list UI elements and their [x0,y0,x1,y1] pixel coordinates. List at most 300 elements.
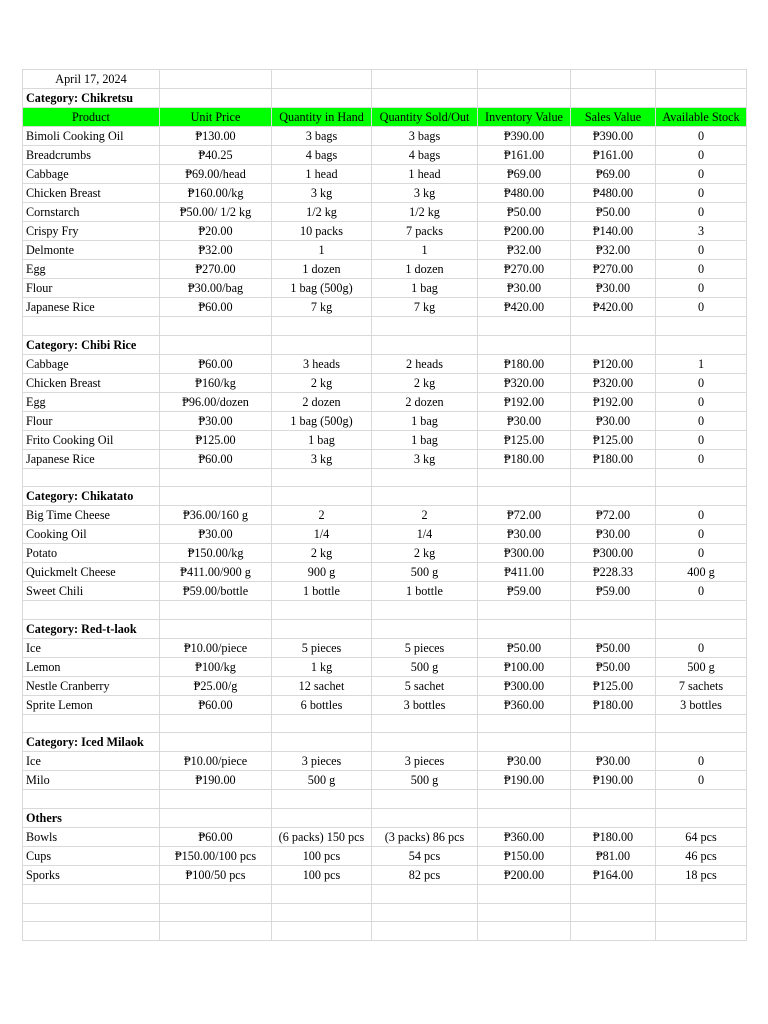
empty-cell[interactable] [656,468,747,487]
value-cell[interactable]: ₱30.00 [571,525,656,544]
value-cell[interactable]: ₱161.00 [478,146,571,165]
value-cell[interactable]: ₱161.00 [571,146,656,165]
value-cell[interactable]: 3 kg [272,184,372,203]
value-cell[interactable]: 500 g [372,657,478,676]
product-name-cell[interactable]: Sprite Lemon [23,695,160,714]
empty-cell[interactable] [372,884,478,903]
empty-cell[interactable] [160,903,272,922]
value-cell[interactable]: ₱30.00 [571,411,656,430]
value-cell[interactable]: 3 kg [372,184,478,203]
empty-cell[interactable] [656,335,747,354]
value-cell[interactable]: ₱270.00 [160,260,272,279]
value-cell[interactable]: 3 kg [272,449,372,468]
product-name-cell[interactable]: Ice [23,638,160,657]
empty-cell[interactable] [272,922,372,941]
value-cell[interactable]: ₱150.00/kg [160,544,272,563]
value-cell[interactable]: 46 pcs [656,846,747,865]
value-cell[interactable]: 0 [656,430,747,449]
value-cell[interactable]: ₱190.00 [160,771,272,790]
value-cell[interactable]: ₱100/kg [160,657,272,676]
value-cell[interactable]: ₱164.00 [571,865,656,884]
value-cell[interactable]: 2 kg [372,373,478,392]
empty-cell[interactable] [478,733,571,752]
empty-cell[interactable] [478,922,571,941]
value-cell[interactable]: ₱20.00 [160,222,272,241]
column-header[interactable]: Product [23,108,160,127]
value-cell[interactable]: ₱411.00/900 g [160,563,272,582]
value-cell[interactable]: 0 [656,506,747,525]
value-cell[interactable]: (3 packs) 86 pcs [372,827,478,846]
empty-cell[interactable] [23,601,160,620]
empty-cell[interactable] [272,335,372,354]
empty-cell[interactable] [272,317,372,336]
value-cell[interactable]: ₱100/50 pcs [160,865,272,884]
product-name-cell[interactable]: Sweet Chili [23,582,160,601]
empty-cell[interactable] [478,89,571,108]
value-cell[interactable]: ₱300.00 [571,544,656,563]
product-name-cell[interactable]: Breadcrumbs [23,146,160,165]
value-cell[interactable]: 0 [656,298,747,317]
value-cell[interactable]: ₱10.00/piece [160,752,272,771]
empty-cell[interactable] [160,922,272,941]
product-name-cell[interactable]: Bimoli Cooking Oil [23,127,160,146]
empty-cell[interactable] [372,468,478,487]
value-cell[interactable]: 1/2 kg [272,203,372,222]
value-cell[interactable]: ₱69.00 [571,165,656,184]
value-cell[interactable]: 3 [656,222,747,241]
empty-cell[interactable] [372,487,478,506]
value-cell[interactable]: 2 dozen [272,392,372,411]
product-name-cell[interactable]: Flour [23,411,160,430]
value-cell[interactable]: ₱192.00 [571,392,656,411]
value-cell[interactable]: ₱125.00 [478,430,571,449]
value-cell[interactable]: 3 kg [372,449,478,468]
value-cell[interactable]: ₱320.00 [571,373,656,392]
product-name-cell[interactable]: Cabbage [23,165,160,184]
empty-cell[interactable] [372,335,478,354]
empty-cell[interactable] [656,733,747,752]
empty-cell[interactable] [571,714,656,733]
empty-cell[interactable] [272,903,372,922]
value-cell[interactable]: ₱30.00 [160,411,272,430]
value-cell[interactable]: ₱390.00 [478,127,571,146]
value-cell[interactable]: ₱96.00/dozen [160,392,272,411]
value-cell[interactable]: 0 [656,165,747,184]
empty-cell[interactable] [656,790,747,809]
empty-cell[interactable] [372,70,478,89]
empty-cell[interactable] [656,884,747,903]
empty-cell[interactable] [272,808,372,827]
product-name-cell[interactable]: Lemon [23,657,160,676]
product-name-cell[interactable]: Quickmelt Cheese [23,563,160,582]
empty-cell[interactable] [571,70,656,89]
value-cell[interactable]: ₱50.00 [478,638,571,657]
value-cell[interactable]: 1 [372,241,478,260]
value-cell[interactable]: 0 [656,392,747,411]
empty-cell[interactable] [272,89,372,108]
product-name-cell[interactable]: Japanese Rice [23,449,160,468]
empty-cell[interactable] [372,903,478,922]
value-cell[interactable]: 0 [656,184,747,203]
value-cell[interactable]: 1 bag (500g) [272,279,372,298]
empty-cell[interactable] [160,714,272,733]
value-cell[interactable]: ₱30.00 [160,525,272,544]
product-name-cell[interactable]: Bowls [23,827,160,846]
value-cell[interactable]: 1 bag [372,411,478,430]
value-cell[interactable]: ₱160/kg [160,373,272,392]
date-cell[interactable]: April 17, 2024 [23,70,160,89]
value-cell[interactable]: ₱81.00 [571,846,656,865]
value-cell[interactable]: ₱32.00 [478,241,571,260]
value-cell[interactable]: ₱60.00 [160,354,272,373]
value-cell[interactable]: 2 kg [272,373,372,392]
value-cell[interactable]: ₱59.00/bottle [160,582,272,601]
column-header[interactable]: Available Stock [656,108,747,127]
value-cell[interactable]: 3 heads [272,354,372,373]
empty-cell[interactable] [571,884,656,903]
empty-cell[interactable] [272,733,372,752]
value-cell[interactable]: ₱60.00 [160,695,272,714]
empty-cell[interactable] [571,733,656,752]
empty-cell[interactable] [478,70,571,89]
value-cell[interactable]: 1/4 [372,525,478,544]
empty-cell[interactable] [656,714,747,733]
empty-cell[interactable] [272,884,372,903]
value-cell[interactable]: 1 bag [272,430,372,449]
value-cell[interactable]: ₱30.00 [478,525,571,544]
empty-cell[interactable] [160,468,272,487]
value-cell[interactable]: ₱69.00 [478,165,571,184]
empty-cell[interactable] [571,619,656,638]
value-cell[interactable]: 500 g [372,771,478,790]
empty-cell[interactable] [160,317,272,336]
empty-cell[interactable] [372,733,478,752]
value-cell[interactable]: ₱120.00 [571,354,656,373]
value-cell[interactable]: 1 bag [372,430,478,449]
empty-cell[interactable] [160,619,272,638]
product-name-cell[interactable]: Egg [23,260,160,279]
empty-cell[interactable] [160,601,272,620]
product-name-cell[interactable]: Milo [23,771,160,790]
value-cell[interactable]: ₱300.00 [478,676,571,695]
value-cell[interactable]: ₱59.00 [478,582,571,601]
value-cell[interactable]: 0 [656,582,747,601]
product-name-cell[interactable]: Sporks [23,865,160,884]
empty-cell[interactable] [272,487,372,506]
product-name-cell[interactable]: Chicken Breast [23,373,160,392]
empty-cell[interactable] [372,619,478,638]
value-cell[interactable]: ₱420.00 [478,298,571,317]
value-cell[interactable]: ₱480.00 [571,184,656,203]
value-cell[interactable]: 3 bags [372,127,478,146]
product-name-cell[interactable]: Frito Cooking Oil [23,430,160,449]
value-cell[interactable]: ₱32.00 [571,241,656,260]
value-cell[interactable]: 0 [656,411,747,430]
value-cell[interactable]: (6 packs) 150 pcs [272,827,372,846]
value-cell[interactable]: 3 pieces [372,752,478,771]
empty-cell[interactable] [571,317,656,336]
empty-cell[interactable] [478,487,571,506]
product-name-cell[interactable]: Cups [23,846,160,865]
value-cell[interactable]: 0 [656,241,747,260]
category-title[interactable]: Category: Chikatato [23,487,160,506]
empty-cell[interactable] [372,714,478,733]
value-cell[interactable]: 2 [372,506,478,525]
value-cell[interactable]: 3 bags [272,127,372,146]
value-cell[interactable]: 2 kg [372,544,478,563]
empty-cell[interactable] [23,714,160,733]
product-name-cell[interactable]: Cornstarch [23,203,160,222]
empty-cell[interactable] [272,714,372,733]
value-cell[interactable]: 82 pcs [372,865,478,884]
empty-cell[interactable] [23,922,160,941]
value-cell[interactable]: ₱50.00 [571,203,656,222]
value-cell[interactable]: 4 bags [372,146,478,165]
value-cell[interactable]: 500 g [272,771,372,790]
product-name-cell[interactable]: Delmonte [23,241,160,260]
value-cell[interactable]: ₱30.00 [571,752,656,771]
value-cell[interactable]: ₱32.00 [160,241,272,260]
empty-cell[interactable] [23,790,160,809]
value-cell[interactable]: ₱60.00 [160,298,272,317]
empty-cell[interactable] [372,317,478,336]
column-header[interactable]: Inventory Value [478,108,571,127]
empty-cell[interactable] [160,335,272,354]
value-cell[interactable]: 0 [656,127,747,146]
empty-cell[interactable] [372,89,478,108]
value-cell[interactable]: 0 [656,146,747,165]
value-cell[interactable]: ₱360.00 [478,695,571,714]
empty-cell[interactable] [571,601,656,620]
empty-cell[interactable] [160,808,272,827]
value-cell[interactable]: ₱180.00 [478,449,571,468]
value-cell[interactable]: ₱200.00 [478,222,571,241]
value-cell[interactable]: ₱69.00/head [160,165,272,184]
value-cell[interactable]: 900 g [272,563,372,582]
value-cell[interactable]: ₱59.00 [571,582,656,601]
empty-cell[interactable] [478,884,571,903]
value-cell[interactable]: 500 g [372,563,478,582]
value-cell[interactable]: ₱360.00 [478,827,571,846]
value-cell[interactable]: ₱160.00/kg [160,184,272,203]
value-cell[interactable]: ₱190.00 [571,771,656,790]
value-cell[interactable]: ₱60.00 [160,449,272,468]
value-cell[interactable]: 2 kg [272,544,372,563]
value-cell[interactable]: 1 bottle [272,582,372,601]
value-cell[interactable]: ₱420.00 [571,298,656,317]
value-cell[interactable]: 1 dozen [372,260,478,279]
value-cell[interactable]: 500 g [656,657,747,676]
empty-cell[interactable] [478,619,571,638]
value-cell[interactable]: ₱150.00 [478,846,571,865]
empty-cell[interactable] [478,468,571,487]
empty-cell[interactable] [23,317,160,336]
empty-cell[interactable] [23,468,160,487]
value-cell[interactable]: 7 kg [272,298,372,317]
empty-cell[interactable] [23,884,160,903]
empty-cell[interactable] [160,487,272,506]
value-cell[interactable]: ₱200.00 [478,865,571,884]
value-cell[interactable]: 6 bottles [272,695,372,714]
product-name-cell[interactable]: Japanese Rice [23,298,160,317]
value-cell[interactable]: ₱190.00 [478,771,571,790]
empty-cell[interactable] [656,89,747,108]
value-cell[interactable]: ₱72.00 [571,506,656,525]
value-cell[interactable]: ₱30.00 [478,411,571,430]
value-cell[interactable]: ₱50.00 [571,638,656,657]
category-title[interactable]: Category: Iced Milaok [23,733,160,752]
value-cell[interactable]: 100 pcs [272,865,372,884]
product-name-cell[interactable]: Cabbage [23,354,160,373]
value-cell[interactable]: 2 heads [372,354,478,373]
value-cell[interactable]: ₱270.00 [478,260,571,279]
product-name-cell[interactable]: Ice [23,752,160,771]
value-cell[interactable]: 0 [656,279,747,298]
value-cell[interactable]: 1 head [272,165,372,184]
product-name-cell[interactable]: Potato [23,544,160,563]
value-cell[interactable]: ₱300.00 [478,544,571,563]
product-name-cell[interactable]: Nestle Cranberry [23,676,160,695]
value-cell[interactable]: ₱30.00 [478,279,571,298]
value-cell[interactable]: 64 pcs [656,827,747,846]
value-cell[interactable]: ₱270.00 [571,260,656,279]
value-cell[interactable]: 2 dozen [372,392,478,411]
product-name-cell[interactable]: Egg [23,392,160,411]
category-title[interactable]: Category: Chibi Rice [23,335,160,354]
empty-cell[interactable] [478,790,571,809]
empty-cell[interactable] [372,922,478,941]
empty-cell[interactable] [656,808,747,827]
value-cell[interactable]: ₱40.25 [160,146,272,165]
value-cell[interactable]: 1 kg [272,657,372,676]
column-header[interactable]: Quantity Sold/Out [372,108,478,127]
value-cell[interactable]: ₱320.00 [478,373,571,392]
column-header[interactable]: Unit Price [160,108,272,127]
value-cell[interactable]: ₱72.00 [478,506,571,525]
value-cell[interactable]: 5 sachet [372,676,478,695]
empty-cell[interactable] [571,808,656,827]
empty-cell[interactable] [160,790,272,809]
value-cell[interactable]: 3 bottles [656,695,747,714]
value-cell[interactable]: 1/4 [272,525,372,544]
empty-cell[interactable] [272,790,372,809]
value-cell[interactable]: ₱480.00 [478,184,571,203]
empty-cell[interactable] [372,808,478,827]
value-cell[interactable]: 1 bottle [372,582,478,601]
value-cell[interactable]: ₱180.00 [571,827,656,846]
product-name-cell[interactable]: Crispy Fry [23,222,160,241]
empty-cell[interactable] [478,714,571,733]
empty-cell[interactable] [571,335,656,354]
empty-cell[interactable] [571,903,656,922]
empty-cell[interactable] [272,601,372,620]
empty-cell[interactable] [656,601,747,620]
value-cell[interactable]: 0 [656,260,747,279]
empty-cell[interactable] [372,790,478,809]
empty-cell[interactable] [372,601,478,620]
value-cell[interactable]: 54 pcs [372,846,478,865]
empty-cell[interactable] [571,790,656,809]
value-cell[interactable]: ₱30.00/bag [160,279,272,298]
empty-cell[interactable] [478,335,571,354]
empty-cell[interactable] [160,884,272,903]
value-cell[interactable]: 7 kg [372,298,478,317]
value-cell[interactable]: ₱50.00/ 1/2 kg [160,203,272,222]
value-cell[interactable]: ₱150.00/100 pcs [160,846,272,865]
value-cell[interactable]: ₱390.00 [571,127,656,146]
empty-cell[interactable] [571,89,656,108]
empty-cell[interactable] [272,619,372,638]
value-cell[interactable]: ₱140.00 [571,222,656,241]
value-cell[interactable]: 0 [656,203,747,222]
value-cell[interactable]: ₱30.00 [478,752,571,771]
product-name-cell[interactable]: Cooking Oil [23,525,160,544]
value-cell[interactable]: 1 [656,354,747,373]
empty-cell[interactable] [23,903,160,922]
value-cell[interactable]: 0 [656,525,747,544]
empty-cell[interactable] [571,468,656,487]
value-cell[interactable]: 5 pieces [272,638,372,657]
value-cell[interactable]: 0 [656,544,747,563]
value-cell[interactable]: ₱25.00/g [160,676,272,695]
value-cell[interactable]: ₱192.00 [478,392,571,411]
product-name-cell[interactable]: Big Time Cheese [23,506,160,525]
category-title[interactable]: Category: Chikretsu [23,89,160,108]
value-cell[interactable]: 0 [656,373,747,392]
value-cell[interactable]: ₱10.00/piece [160,638,272,657]
value-cell[interactable]: 2 [272,506,372,525]
empty-cell[interactable] [656,619,747,638]
value-cell[interactable]: 1 bag (500g) [272,411,372,430]
column-header[interactable]: Sales Value [571,108,656,127]
value-cell[interactable]: ₱50.00 [478,203,571,222]
value-cell[interactable]: 0 [656,771,747,790]
column-header[interactable]: Quantity in Hand [272,108,372,127]
value-cell[interactable]: ₱180.00 [478,354,571,373]
value-cell[interactable]: ₱50.00 [571,657,656,676]
product-name-cell[interactable]: Chicken Breast [23,184,160,203]
value-cell[interactable]: ₱60.00 [160,827,272,846]
value-cell[interactable]: ₱125.00 [571,676,656,695]
category-title[interactable]: Others [23,808,160,827]
empty-cell[interactable] [478,317,571,336]
value-cell[interactable]: 0 [656,638,747,657]
value-cell[interactable]: 10 packs [272,222,372,241]
value-cell[interactable]: 0 [656,752,747,771]
value-cell[interactable]: ₱125.00 [571,430,656,449]
value-cell[interactable]: ₱36.00/160 g [160,506,272,525]
value-cell[interactable]: 3 bottles [372,695,478,714]
empty-cell[interactable] [160,733,272,752]
value-cell[interactable]: 1/2 kg [372,203,478,222]
empty-cell[interactable] [656,922,747,941]
empty-cell[interactable] [571,487,656,506]
value-cell[interactable]: 12 sachet [272,676,372,695]
value-cell[interactable]: 0 [656,449,747,468]
empty-cell[interactable] [272,70,372,89]
empty-cell[interactable] [656,70,747,89]
value-cell[interactable]: 1 head [372,165,478,184]
value-cell[interactable]: 1 bag [372,279,478,298]
value-cell[interactable]: ₱180.00 [571,449,656,468]
value-cell[interactable]: 4 bags [272,146,372,165]
empty-cell[interactable] [656,903,747,922]
value-cell[interactable]: 7 packs [372,222,478,241]
category-title[interactable]: Category: Red-t-laok [23,619,160,638]
value-cell[interactable]: 7 sachets [656,676,747,695]
value-cell[interactable]: ₱411.00 [478,563,571,582]
empty-cell[interactable] [478,808,571,827]
